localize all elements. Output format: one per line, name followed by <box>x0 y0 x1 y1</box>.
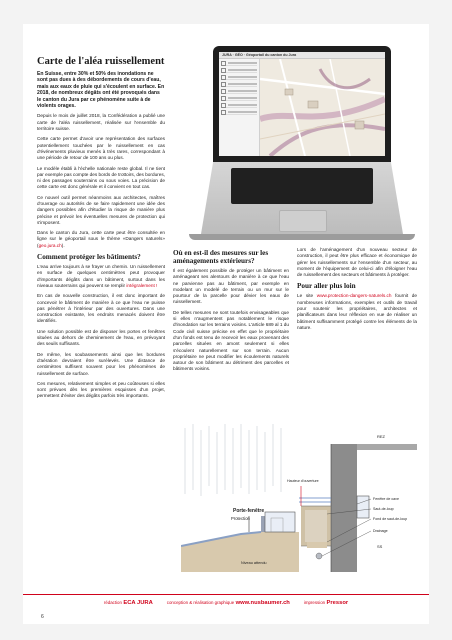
layer-row <box>221 96 257 101</box>
print-label: impression <box>303 600 326 605</box>
text: Dans le canton du Jura, cette carte peut être consultée en ligne sur le géoportail sous le thème «Dangers naturels» ( <box>37 230 165 248</box>
laptop-photo <box>189 44 415 246</box>
laptop-keyboard <box>231 168 373 204</box>
paragraph: Ce nouvel outil permet néanmoins aux architectes, maîtres d'ouvrage ou autorités de se faire rapidement une idée des dangers possibles afin d'étudier la risque de manière plus précise et prévoir les éventuelles mesures de protection qui s'imposent. <box>37 194 165 225</box>
layer-row <box>221 68 257 73</box>
checkbox-icon <box>221 96 226 101</box>
laptop-trackpad <box>279 210 327 232</box>
section-heading: Comment protéger les bâtiments? <box>37 253 141 262</box>
paragraph: Le modèle établi à l'échelle nationale reste global. Il ne tient par exemple pas compte des bords de trottoirs, des bordures, ni des passages souterrains ou sous voies. La précision de cette carte est donc générale et il convient en tout cas. <box>37 165 165 190</box>
paragraph <box>37 230 165 249</box>
redaction-label: rédaction <box>103 600 122 605</box>
geoportail-link[interactable]: geo.jura.ch <box>38 242 62 248</box>
rez-label: REZ <box>377 434 385 439</box>
layer-label <box>228 90 257 92</box>
article-title: Carte de l'aléa ruissellement <box>37 56 165 67</box>
page-number: 6 <box>41 614 44 620</box>
protection-label: Protection <box>231 516 250 521</box>
ss-label: SS <box>377 544 383 549</box>
map-graphic <box>260 59 385 156</box>
paragraph: Lors de l'aménagement d'un nouveau secteur de construction, il peut être plus efficace et économique de gérer les ruissellements sur l'ensemble d'un secteur, au moment de l'équipement de celui-ci afin d'éloigner l'eau de ruissellement des secteurs et bâtiments à protéger. <box>297 247 417 278</box>
laptop-screen <box>219 52 385 156</box>
checkbox-icon <box>221 68 226 73</box>
fenetre-label: Fenêtre de cave <box>373 497 399 501</box>
porte-fenetre-label: Porte-fenêtre <box>233 508 265 514</box>
soupirail-label: Saut-de-loup <box>373 507 394 511</box>
checkbox-icon <box>221 82 226 87</box>
layer-label <box>228 97 257 99</box>
paragraph: De même, les soubassements ainsi que les bordures d'aération devraient être surélevés. Une distance de centimètres suffisent souvent pour les phénomènes de ruissellement de surface. <box>37 351 165 376</box>
layer-row <box>221 75 257 80</box>
laptop-lip <box>189 234 415 240</box>
building-protection-diagram <box>181 424 417 572</box>
magazine-page <box>23 24 429 624</box>
right-column <box>297 247 417 335</box>
layer-label <box>228 111 257 113</box>
paragraph: Depuis le mois de juillet 2018, la Confédération a publié une carte de l'aléa ruissellement, réalisée sur l'ensemble du territoire suisse. <box>37 113 165 132</box>
hazard-map <box>260 59 385 156</box>
app-titlebar <box>219 52 385 59</box>
footer-redaction <box>104 600 153 606</box>
paragraph: Cette carte permet d'avoir une représentation des surfaces potentiellement touchées par le ruissellement en cas d'événements pluvieux menés à très rares, correspondant à une période de retour de 100 ans ou plus. <box>37 136 165 161</box>
paragraph: Une solution possible est de disposer les portes et fenêtres situées au dehors de cheminement de l'eau, en prévoyant des seuils suffisants. <box>37 328 165 347</box>
app-title: JURA · GÉO · Géoportail du canton du Jura <box>222 53 297 57</box>
checkbox-icon <box>221 110 226 115</box>
checkbox-icon <box>221 75 226 80</box>
text: ). <box>61 242 65 248</box>
laptop-base <box>189 162 415 246</box>
paragraph: De telles mesures ne sont toutefois envisageables que si elles n'augmentent pas notablement le risque d'inondation sur les terrains voisins. L'article 689 al 1 du Code civil suisse précise en effet que le propriétaire d'un fonds est tenu de recevoir les eaux provenant des parcelles situées en amont seulement si elles s'écoulent naturellement sur son terrain. Aucun propriétaire ne peut modifier les écoulements naturels autour de son bâtiment au détriment des parcelles et bâtiments voisins. <box>173 309 289 372</box>
left-column <box>37 56 165 404</box>
layer-label <box>228 104 257 106</box>
middle-column <box>173 247 289 377</box>
paragraph <box>37 264 165 289</box>
print-name: Pressor <box>326 600 349 606</box>
layer-label <box>228 76 257 78</box>
paragraph: Il est également possible de protéger un bâtiment en aménageant ses alentours de manière à ce que l'eau ne parvienne pas au bâtiment, par exemple en modelant un modelé de terrain ou un mur sur le pourtour de la parcelle pour dévier les eaux de ruissellement. <box>173 268 289 305</box>
paragraph <box>297 293 417 331</box>
layer-label <box>228 69 257 71</box>
layer-row <box>221 103 257 108</box>
hauteur-label: Hauteur d'ouverture <box>287 479 319 483</box>
article-lead: En Suisse, entre 30% et 50% des inondations ne sont pas dues à des débordements de cours d'eau, mais aux eaux de pluie qui s'écoulent en surface. En 2018, de nombreux dégâts ont été provoqués dans le canton du Jura par ce phénomène suite à de violents orages. <box>37 71 165 110</box>
text: fournit de nombreuses informations, exemples et outils de travail pour soutenir les propriétaires, architectes et planificateurs dans leur réflexion en vue de réaliser un bâtiment suffisamment protégé contre les éléments de la nature. <box>297 293 417 330</box>
redaction-name: ECA JURA <box>123 600 153 606</box>
diagram-graphic <box>181 424 417 572</box>
footer-design <box>167 600 290 606</box>
layer-row <box>221 61 257 66</box>
drainage-label: Drainage <box>373 529 388 533</box>
app-sidebar <box>219 59 260 156</box>
niveau-label: Niveau attendu <box>241 561 267 565</box>
page-footer <box>23 594 429 611</box>
layer-row <box>221 89 257 94</box>
layer-label <box>228 62 257 64</box>
text: Le site <box>297 293 317 299</box>
fond-label: Fond de saut-de-loup <box>373 517 408 521</box>
paragraph: En cas de nouvelle construction, il est donc important de concevoir le bâtiment de manière à ce que l'eau ne puisse pas pénétrer à l'intérieur par des ouvertures. Dans une construction existante, les endroits menacés doivent être identifiés. <box>37 293 165 324</box>
section-heading: Pour aller plus loin <box>297 282 356 291</box>
design-url[interactable]: www.nusbaumer.ch <box>235 600 290 606</box>
text: L'eau arrive toujours à se frayer un chemin. Un ruissellement en surface de quelques centimètres peut provoquer d'importants dégâts dans un bâtiment, surtout dans les niveaux souterrains qui peuvent se remplir <box>37 264 165 288</box>
section-heading: Où en est-il des mesures sur les aménagements extérieurs? <box>173 249 269 265</box>
design-label: conception & réalisation graphique <box>166 600 235 605</box>
paragraph: Ces mesures, relativement simples et peu coûteuses si elles sont prévues dès les premières esquisses d'un projet, permettent d'éviter des dégâts parfois très importants. <box>37 380 165 399</box>
layer-row <box>221 82 257 87</box>
highlight-text: intégralement ! <box>126 282 158 288</box>
layer-label <box>228 83 257 85</box>
checkbox-icon <box>221 61 226 66</box>
checkbox-icon <box>221 103 226 108</box>
laptop-screen-bezel <box>213 46 391 162</box>
website-link[interactable]: www.protection-dangers-naturels.ch <box>316 293 392 299</box>
footer-print <box>304 600 348 606</box>
layer-row <box>221 110 257 115</box>
checkbox-icon <box>221 89 226 94</box>
